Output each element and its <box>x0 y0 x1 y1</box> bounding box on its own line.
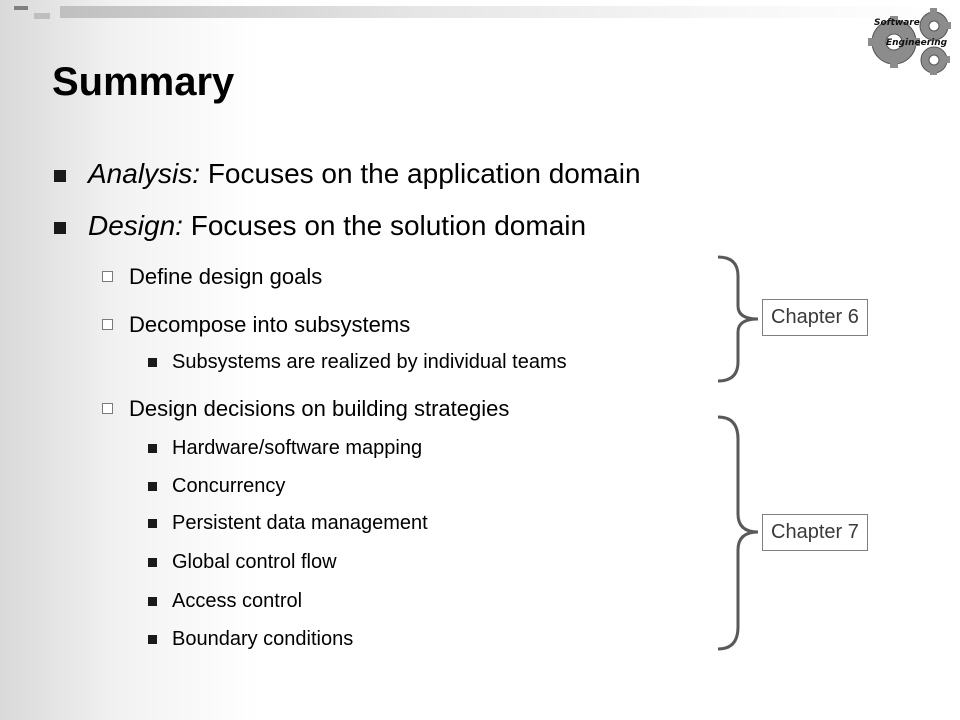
hollow-square-bullet-icon <box>102 403 113 414</box>
bullet-text <box>88 158 641 190</box>
brace-chapter-7 <box>716 414 760 652</box>
strategy-item-text: Global control flow <box>172 551 337 573</box>
hollow-square-bullet-icon <box>102 271 113 282</box>
strategy-item-text: Access control <box>172 590 303 612</box>
square-bullet-icon <box>148 558 157 567</box>
slide-title: Summary <box>52 60 235 104</box>
strategy-item-text: Boundary conditions <box>172 628 354 650</box>
top-dash-2 <box>34 13 50 19</box>
bullet-term: Design: <box>88 210 183 241</box>
hollow-square-bullet-icon <box>102 319 113 330</box>
bullet-text <box>88 210 586 242</box>
strategy-item-text: Hardware/software mapping <box>172 437 423 459</box>
square-bullet-icon <box>148 444 157 453</box>
logo-text-software: Software <box>874 18 920 28</box>
detail-item-text: Subsystems are realized by individual teams <box>172 351 567 373</box>
sub-item-text: Define design goals <box>129 264 323 289</box>
bullet-term: Analysis: <box>88 158 201 189</box>
square-bullet-icon <box>54 170 66 182</box>
logo-text-engineering: Engineering <box>886 38 948 48</box>
sub-item-text: Design decisions on building strategies <box>129 396 510 421</box>
strategy-item-text: Concurrency <box>172 475 286 497</box>
top-gradient-strip <box>60 6 960 18</box>
square-bullet-icon <box>148 358 157 367</box>
chapter-7-label: Chapter 7 <box>762 514 868 551</box>
strategy-item-text: Persistent data management <box>172 512 428 534</box>
top-decoration-bar <box>0 0 960 24</box>
sub-item-text: Decompose into subsystems <box>129 312 411 337</box>
square-bullet-icon <box>148 597 157 606</box>
square-bullet-icon <box>54 222 66 234</box>
top-dash-1 <box>14 6 28 10</box>
square-bullet-icon <box>148 482 157 491</box>
chapter-6-label: Chapter 6 <box>762 299 868 336</box>
bullet-description: Focuses on the solution domain <box>182 210 587 241</box>
square-bullet-icon <box>148 635 157 644</box>
brace-chapter-6 <box>716 254 760 384</box>
bullet-description: Focuses on the application domain <box>200 158 641 189</box>
software-engineering-logo <box>856 4 956 84</box>
square-bullet-icon <box>148 519 157 528</box>
